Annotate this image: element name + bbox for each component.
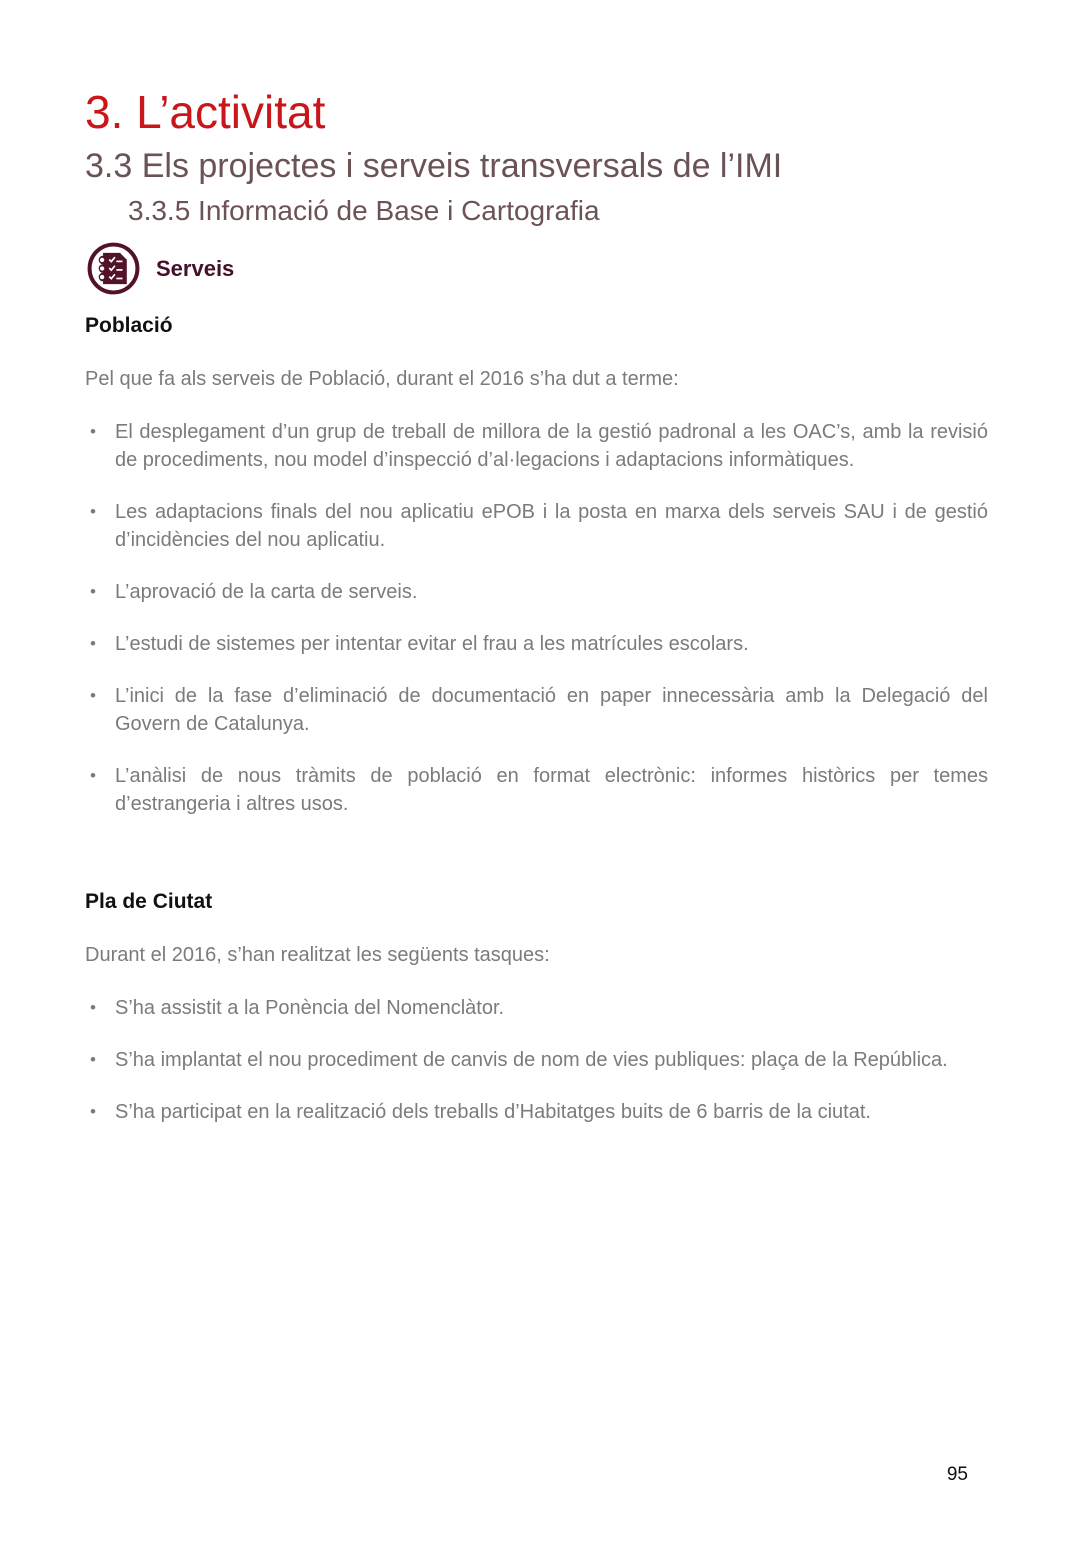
list-item-text: L’anàlisi de nous tràmits de població en format electrònic: informes històrics per temes d’estrangeria i altres usos. [115,765,988,816]
bullet-list-poblacio [85,418,988,818]
chapter-title: 3. L’activitat [85,86,326,138]
section-title: 3.3 Els projectes i serveis transversals de l’IMI [85,146,783,185]
list-item [85,1046,988,1074]
list-item [85,498,988,554]
list-item [85,630,988,658]
bullet-list-pla-de-ciutat [85,994,988,1126]
list-item-text: Les adaptacions finals del nou aplicatiu ePOB i la posta en marxa dels serveis SAU i de gestió d’incidències del nou aplicatiu. [115,501,988,552]
bullet-icon: • [90,1102,96,1122]
bullet-icon: • [90,582,96,602]
bullet-icon: • [90,502,96,522]
intro-paragraph: Pel que fa als serveis de Població, durant el 2016 s’ha dut a terme: [85,368,679,391]
bullet-icon: • [90,998,96,1018]
subsection-heading-poblacio: Població [85,314,173,338]
list-item-text: L’estudi de sistemes per intentar evitar el frau a les matrícules escolars. [115,633,749,656]
badge-label: Serveis [156,255,235,281]
list-item-text: L’inici de la fase d’eliminació de documentació en paper innecessària amb la Delegació del Govern de Catalunya. [115,685,988,736]
list-item [85,418,988,474]
bullet-icon: • [90,1050,96,1070]
subsection-heading-pla-de-ciutat: Pla de Ciutat [85,890,213,914]
list-item-text: S’ha implantat el nou procediment de canvis de nom de vies publiques: plaça de la República. [115,1049,948,1072]
list-item-text: S’ha participat en la realització dels treballs d’Habitatges buits de 6 barris de la ciutat. [115,1101,871,1124]
bullet-icon: • [90,422,96,442]
bullet-icon: • [90,634,96,654]
list-item-text: S’ha assistit a la Ponència del Nomenclàtor. [115,997,505,1020]
intro-paragraph: Durant el 2016, s’han realitzat les següents tasques: [85,944,550,967]
bullet-icon: • [90,686,96,706]
list-item [85,682,988,738]
list-item-text: El desplegament d’un grup de treball de millora de la gestió padronal a les OAC’s, amb la revisió de procediments, nou model d’inspecció d’al·legacions i adaptacions informàtiques. [115,421,988,472]
list-item [85,1098,988,1126]
page-number: 95 [946,1464,968,1485]
list-item [85,762,988,818]
checklist-document-icon [85,240,142,297]
subsection-title: 3.3.5 Informació de Base i Cartografia [128,194,600,226]
list-item [85,578,988,606]
list-item [85,994,988,1022]
bullet-icon: • [90,766,96,786]
list-item-text: L’aprovació de la carta de serveis. [115,581,418,604]
serveis-badge [85,240,988,297]
